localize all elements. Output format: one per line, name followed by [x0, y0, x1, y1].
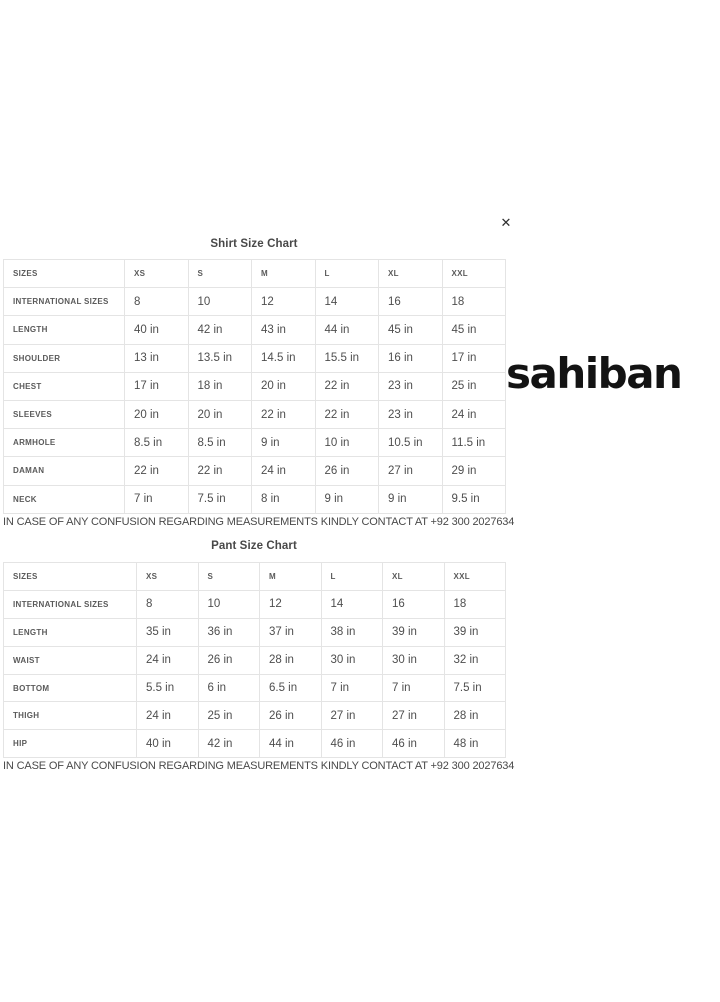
measurement-cell: 20 in	[125, 400, 189, 428]
measurement-cell: 35 in	[137, 618, 199, 646]
table-header-row	[4, 563, 506, 591]
row-label: SHOULDER	[4, 344, 125, 372]
measurement-cell: 7 in	[125, 485, 189, 513]
row-label: INTERNATIONAL SIZES	[4, 590, 137, 618]
pant-measurement-note: IN CASE OF ANY CONFUSION REGARDING MEASUREMENTS KINDLY CONTACT AT +92 300 2027634	[3, 760, 515, 772]
measurement-cell: 17 in	[442, 344, 506, 372]
measurement-cell: 10.5 in	[379, 429, 443, 457]
table-row	[4, 288, 506, 316]
shirt-size-table	[3, 259, 506, 514]
measurement-cell: 12	[252, 288, 316, 316]
measurement-cell: 48 in	[444, 730, 506, 758]
row-label: WAIST	[4, 646, 137, 674]
measurement-cell: 25 in	[198, 702, 260, 730]
measurement-cell: 10	[198, 590, 260, 618]
close-icon[interactable]: ✕	[500, 215, 512, 230]
measurement-cell: 6.5 in	[260, 674, 322, 702]
table-row	[4, 316, 506, 344]
measurement-cell: 15.5 in	[315, 344, 379, 372]
size-column-header: M	[260, 563, 322, 591]
measurement-cell: 8 in	[252, 485, 316, 513]
row-label: THIGH	[4, 702, 137, 730]
measurement-cell: 20 in	[252, 372, 316, 400]
measurement-cell: 36 in	[198, 618, 260, 646]
measurement-cell: 7.5 in	[188, 485, 252, 513]
measurement-cell: 42 in	[188, 316, 252, 344]
measurement-cell: 24 in	[442, 400, 506, 428]
measurement-cell: 9 in	[315, 485, 379, 513]
measurement-cell: 30 in	[383, 646, 445, 674]
measurement-cell: 9 in	[379, 485, 443, 513]
measurement-cell: 5.5 in	[137, 674, 199, 702]
measurement-cell: 39 in	[383, 618, 445, 646]
measurement-cell: 25 in	[442, 372, 506, 400]
measurement-cell: 38 in	[321, 618, 383, 646]
measurement-cell: 32 in	[444, 646, 506, 674]
measurement-cell: 22 in	[125, 457, 189, 485]
measurement-cell: 39 in	[444, 618, 506, 646]
measurement-cell: 14.5 in	[252, 344, 316, 372]
measurement-cell: 11.5 in	[442, 429, 506, 457]
size-column-header: L	[321, 563, 383, 591]
measurement-cell: 18 in	[188, 372, 252, 400]
measurement-cell: 8.5 in	[188, 429, 252, 457]
measurement-cell: 22 in	[315, 400, 379, 428]
measurement-cell: 42 in	[198, 730, 260, 758]
measurement-cell: 27 in	[321, 702, 383, 730]
size-column-header: XXL	[444, 563, 506, 591]
measurement-cell: 18	[442, 288, 506, 316]
size-column-header: XXL	[442, 260, 506, 288]
row-label: CHEST	[4, 372, 125, 400]
measurement-cell: 27 in	[383, 702, 445, 730]
table-row	[4, 646, 506, 674]
table-row	[4, 485, 506, 513]
table-row	[4, 429, 506, 457]
measurement-cell: 30 in	[321, 646, 383, 674]
measurement-cell: 10	[188, 288, 252, 316]
measurement-cell: 7 in	[321, 674, 383, 702]
measurement-cell: 26 in	[260, 702, 322, 730]
measurement-cell: 7 in	[383, 674, 445, 702]
measurement-cell: 16	[383, 590, 445, 618]
row-label: LENGTH	[4, 316, 125, 344]
measurement-cell: 26 in	[198, 646, 260, 674]
measurement-cell: 7.5 in	[444, 674, 506, 702]
brand-logo: sahiban	[506, 349, 682, 398]
size-column-header: M	[252, 260, 316, 288]
measurement-cell: 22 in	[252, 400, 316, 428]
measurement-cell: 45 in	[442, 316, 506, 344]
table-row	[4, 590, 506, 618]
measurement-cell: 40 in	[125, 316, 189, 344]
measurement-cell: 26 in	[315, 457, 379, 485]
table-header-row	[4, 260, 506, 288]
measurement-cell: 18	[444, 590, 506, 618]
table-row	[4, 400, 506, 428]
measurement-cell: 8	[137, 590, 199, 618]
table-row	[4, 730, 506, 758]
size-column-header: S	[198, 563, 260, 591]
row-label: HIP	[4, 730, 137, 758]
row-label-header: SIZES	[4, 563, 137, 591]
row-label: NECK	[4, 485, 125, 513]
size-column-header: L	[315, 260, 379, 288]
measurement-cell: 23 in	[379, 400, 443, 428]
measurement-cell: 22 in	[315, 372, 379, 400]
row-label: LENGTH	[4, 618, 137, 646]
table-row	[4, 702, 506, 730]
measurement-cell: 24 in	[137, 646, 199, 674]
table-row	[4, 457, 506, 485]
measurement-cell: 28 in	[444, 702, 506, 730]
measurement-cell: 44 in	[315, 316, 379, 344]
measurement-cell: 20 in	[188, 400, 252, 428]
size-column-header: XS	[125, 260, 189, 288]
pant-size-table	[3, 562, 506, 758]
measurement-cell: 9 in	[252, 429, 316, 457]
measurement-cell: 45 in	[379, 316, 443, 344]
shirt-chart-title: Shirt Size Chart	[210, 238, 298, 250]
measurement-cell: 14	[315, 288, 379, 316]
measurement-cell: 44 in	[260, 730, 322, 758]
table-row	[4, 344, 506, 372]
measurement-cell: 24 in	[137, 702, 199, 730]
measurement-cell: 24 in	[252, 457, 316, 485]
measurement-cell: 17 in	[125, 372, 189, 400]
measurement-cell: 37 in	[260, 618, 322, 646]
measurement-cell: 22 in	[188, 457, 252, 485]
measurement-cell: 6 in	[198, 674, 260, 702]
measurement-cell: 16	[379, 288, 443, 316]
shirt-measurement-note: IN CASE OF ANY CONFUSION REGARDING MEASUREMENTS KINDLY CONTACT AT +92 300 2027634	[3, 516, 515, 528]
measurement-cell: 29 in	[442, 457, 506, 485]
measurement-cell: 16 in	[379, 344, 443, 372]
measurement-cell: 27 in	[379, 457, 443, 485]
table-row	[4, 372, 506, 400]
row-label: BOTTOM	[4, 674, 137, 702]
measurement-cell: 8	[125, 288, 189, 316]
table-row	[4, 618, 506, 646]
measurement-cell: 40 in	[137, 730, 199, 758]
measurement-cell: 9.5 in	[442, 485, 506, 513]
size-column-header: XL	[379, 260, 443, 288]
measurement-cell: 28 in	[260, 646, 322, 674]
measurement-cell: 14	[321, 590, 383, 618]
table-row	[4, 674, 506, 702]
measurement-cell: 8.5 in	[125, 429, 189, 457]
measurement-cell: 43 in	[252, 316, 316, 344]
measurement-cell: 46 in	[321, 730, 383, 758]
size-column-header: XS	[137, 563, 199, 591]
size-column-header: S	[188, 260, 252, 288]
measurement-cell: 12	[260, 590, 322, 618]
row-label-header: SIZES	[4, 260, 125, 288]
measurement-cell: 13 in	[125, 344, 189, 372]
row-label: ARMHOLE	[4, 429, 125, 457]
measurement-cell: 46 in	[383, 730, 445, 758]
measurement-cell: 13.5 in	[188, 344, 252, 372]
measurement-cell: 10 in	[315, 429, 379, 457]
pant-chart-title: Pant Size Chart	[211, 540, 297, 552]
row-label: INTERNATIONAL SIZES	[4, 288, 125, 316]
size-column-header: XL	[383, 563, 445, 591]
row-label: DAMAN	[4, 457, 125, 485]
measurement-cell: 23 in	[379, 372, 443, 400]
row-label: SLEEVES	[4, 400, 125, 428]
